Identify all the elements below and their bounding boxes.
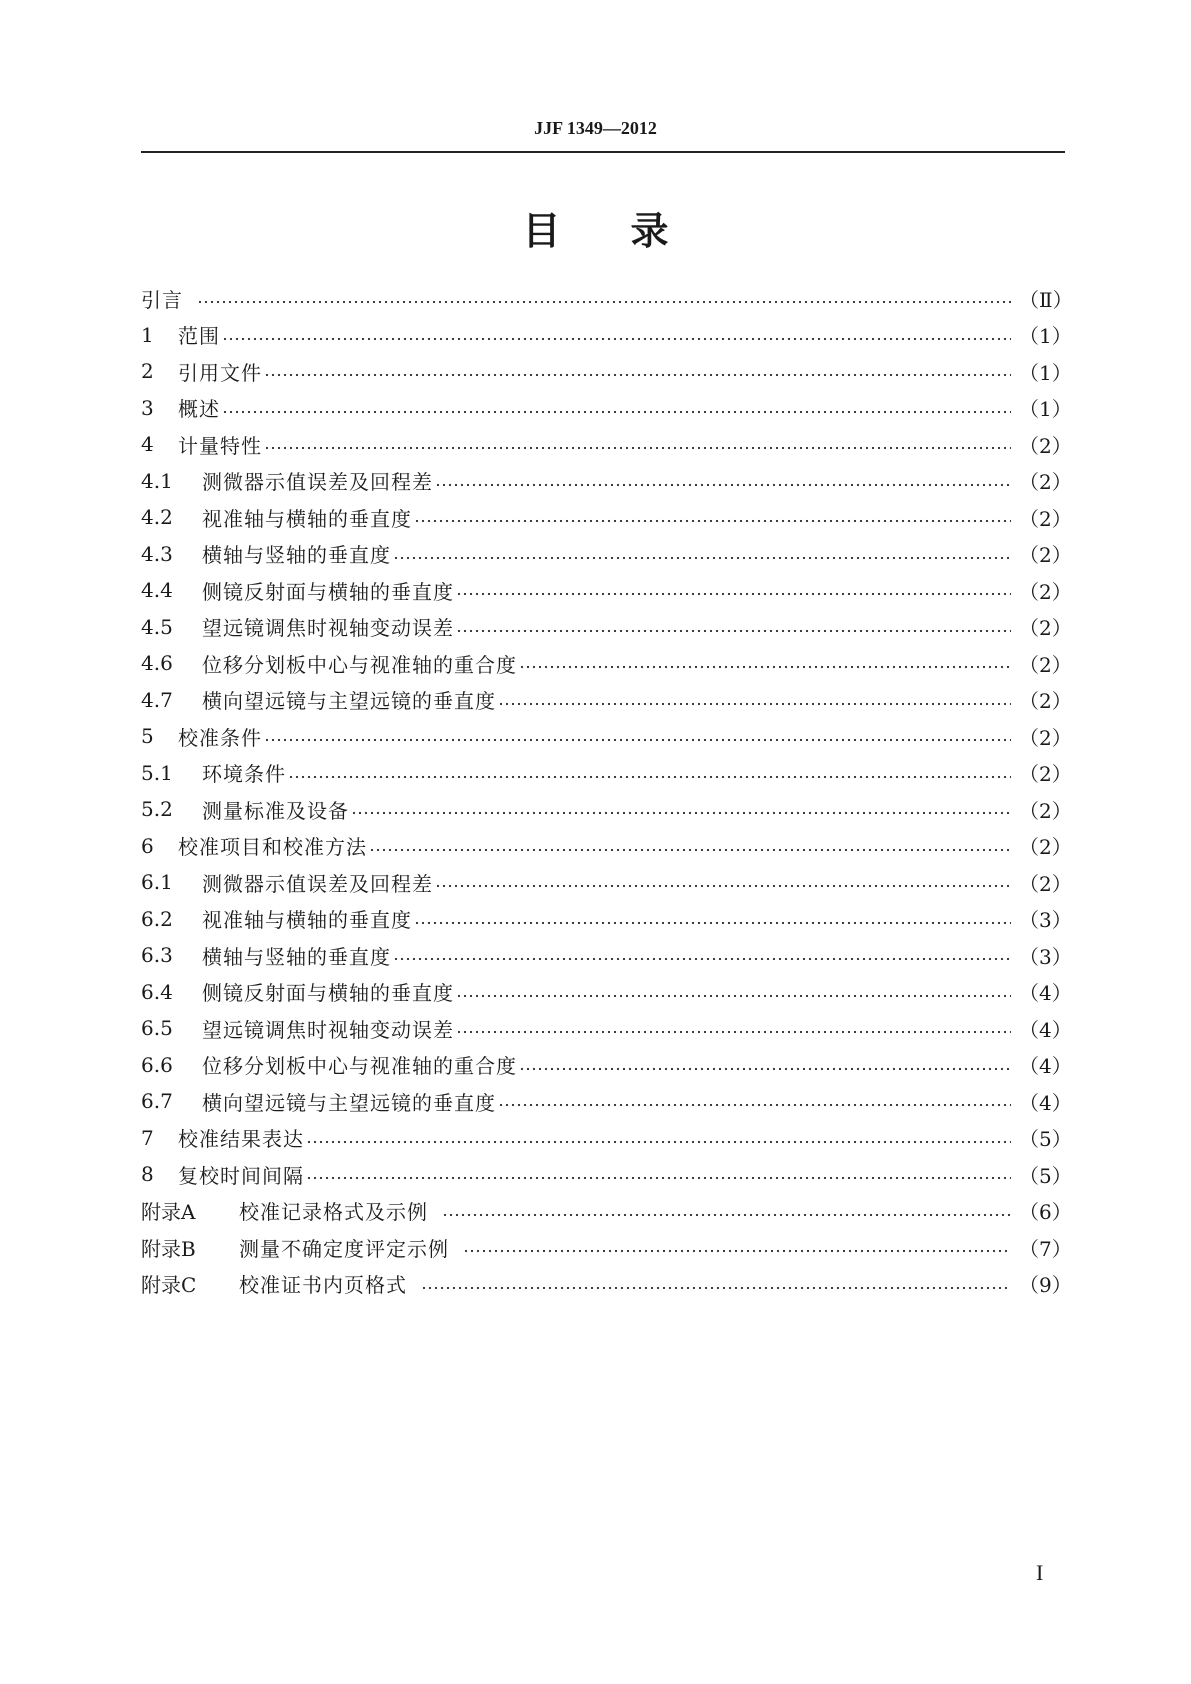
toc-entry-number: 4 bbox=[141, 432, 154, 457]
toc-entry-page: （2） bbox=[1019, 652, 1072, 677]
toc-entry[interactable] bbox=[141, 353, 1072, 390]
toc-entry-label: 测量标准及设备 bbox=[202, 798, 349, 823]
toc-entry-page: （9） bbox=[1019, 1273, 1072, 1298]
dot-leader bbox=[197, 300, 1011, 304]
toc-entry[interactable] bbox=[141, 1156, 1072, 1193]
toc-entry-number: 附录B bbox=[141, 1236, 196, 1261]
toc-entry[interactable] bbox=[141, 937, 1072, 974]
toc-entry-label: 环境条件 bbox=[202, 762, 286, 787]
toc-entry-label: 位移分划板中心与视准轴的重合度 bbox=[202, 1054, 517, 1079]
dot-leader bbox=[442, 1213, 1011, 1217]
dot-leader bbox=[222, 337, 1011, 341]
dot-leader bbox=[393, 556, 1011, 560]
toc-entry-page: （2） bbox=[1019, 835, 1072, 860]
toc-entry[interactable] bbox=[141, 1083, 1072, 1120]
toc-entry-label: 测量不确定度评定示例 bbox=[239, 1236, 449, 1261]
toc-entry-page: （5） bbox=[1019, 1163, 1072, 1188]
page-title: 目录 bbox=[522, 209, 739, 253]
toc-entry[interactable] bbox=[141, 280, 1073, 317]
toc-entry-page: （4） bbox=[1019, 1054, 1072, 1079]
dot-leader bbox=[414, 519, 1011, 523]
toc-entry-number: 4.6 bbox=[141, 651, 173, 676]
toc-entry-number: 6.4 bbox=[141, 979, 173, 1004]
toc-entry-number: 4.1 bbox=[141, 468, 173, 493]
dot-leader bbox=[414, 921, 1011, 925]
toc-entry-number: 附录C bbox=[141, 1273, 197, 1298]
toc-entry-page: （3） bbox=[1019, 944, 1072, 969]
toc-entry-page: （6） bbox=[1019, 1200, 1072, 1225]
toc-entry-label: 校准项目和校准方法 bbox=[178, 835, 367, 860]
toc-entry-number: 6.3 bbox=[141, 943, 173, 968]
toc-entry-label: 测微器示值误差及回程差 bbox=[202, 470, 433, 495]
toc-entry-label: 侧镜反射面与横轴的垂直度 bbox=[202, 579, 454, 604]
toc-entry-number: 4.7 bbox=[141, 687, 173, 712]
dot-leader bbox=[264, 446, 1011, 450]
dot-leader bbox=[306, 1176, 1011, 1180]
toc-entry-page: （2） bbox=[1019, 762, 1072, 787]
toc-entry-label: 测微器示值误差及回程差 bbox=[202, 871, 433, 896]
toc-entry-label: 横向望远镜与主望远镜的垂直度 bbox=[202, 689, 496, 714]
toc-entry[interactable] bbox=[141, 499, 1072, 536]
table-of-contents bbox=[141, 280, 1073, 1302]
dot-leader bbox=[264, 373, 1011, 377]
toc-entry[interactable] bbox=[141, 1047, 1072, 1084]
toc-entry-label: 概述 bbox=[178, 397, 220, 422]
toc-entry-label: 横向望远镜与主望远镜的垂直度 bbox=[202, 1090, 496, 1115]
toc-entry-page: （2） bbox=[1019, 470, 1072, 495]
toc-entry-page: （2） bbox=[1019, 871, 1072, 896]
dot-leader bbox=[264, 738, 1011, 742]
toc-entry[interactable] bbox=[141, 1120, 1072, 1157]
toc-entry[interactable] bbox=[141, 1193, 1072, 1230]
toc-entry-label: 视准轴与横轴的垂直度 bbox=[202, 506, 412, 531]
toc-entry[interactable] bbox=[141, 791, 1072, 828]
toc-entry-page: （2） bbox=[1019, 579, 1072, 604]
toc-entry[interactable] bbox=[141, 572, 1072, 609]
toc-entry-label: 位移分划板中心与视准轴的重合度 bbox=[202, 652, 517, 677]
dot-leader bbox=[456, 592, 1011, 596]
toc-entry-number: 5 bbox=[141, 724, 154, 749]
toc-entry-page: （2） bbox=[1019, 433, 1072, 458]
toc-entry-label: 校准记录格式及示例 bbox=[239, 1200, 428, 1225]
toc-entry-label: 校准结果表达 bbox=[178, 1127, 304, 1152]
toc-entry-number: 6.6 bbox=[141, 1052, 173, 1077]
toc-entry[interactable] bbox=[141, 536, 1072, 573]
toc-entry[interactable] bbox=[141, 1266, 1072, 1303]
header-rule bbox=[141, 151, 1065, 153]
dot-leader bbox=[369, 848, 1011, 852]
toc-entry-label: 校准条件 bbox=[178, 725, 262, 750]
toc-entry-number: 6.5 bbox=[141, 1016, 173, 1041]
toc-entry-number: 4.5 bbox=[141, 614, 173, 639]
toc-entry[interactable] bbox=[141, 1010, 1072, 1047]
toc-entry[interactable] bbox=[141, 901, 1072, 938]
toc-entry-page: （Ⅱ） bbox=[1019, 287, 1073, 312]
toc-entry-number: 4.4 bbox=[141, 578, 173, 603]
toc-entry-number: 2 bbox=[141, 359, 154, 384]
dot-leader bbox=[463, 1249, 1011, 1253]
toc-entry-number: 7 bbox=[141, 1125, 154, 1150]
dot-leader bbox=[498, 1103, 1011, 1107]
toc-entry-label: 范围 bbox=[178, 324, 220, 349]
toc-entry-label: 计量特性 bbox=[178, 433, 262, 458]
toc-entry[interactable] bbox=[141, 609, 1072, 646]
toc-entry-label: 横轴与竖轴的垂直度 bbox=[202, 543, 391, 568]
toc-entry[interactable] bbox=[141, 755, 1072, 792]
toc-entry-page: （2） bbox=[1019, 689, 1072, 714]
toc-entry-page: （2） bbox=[1019, 616, 1072, 641]
toc-entry-page: （1） bbox=[1019, 360, 1072, 385]
dot-leader bbox=[435, 884, 1011, 888]
dot-leader bbox=[222, 410, 1011, 414]
toc-entry-number: 附录A bbox=[141, 1200, 196, 1225]
toc-entry[interactable] bbox=[141, 864, 1072, 901]
toc-entry-number: 3 bbox=[141, 395, 154, 420]
toc-entry-number: 6 bbox=[141, 833, 154, 858]
toc-entry-page: （1） bbox=[1019, 397, 1072, 422]
dot-leader bbox=[306, 1140, 1011, 1144]
toc-entry-number: 6.2 bbox=[141, 906, 173, 931]
toc-entry-label: 望远镜调焦时视轴变动误差 bbox=[202, 616, 454, 641]
toc-entry-page: （5） bbox=[1019, 1127, 1072, 1152]
toc-entry-number: 8 bbox=[141, 1162, 154, 1187]
toc-entry-page: （4） bbox=[1019, 1017, 1072, 1042]
toc-entry[interactable] bbox=[141, 828, 1072, 865]
toc-entry-label: 侧镜反射面与横轴的垂直度 bbox=[202, 981, 454, 1006]
dot-leader bbox=[435, 483, 1011, 487]
toc-entry-page: （2） bbox=[1019, 725, 1072, 750]
dot-leader bbox=[351, 811, 1011, 815]
toc-entry-page: （1） bbox=[1019, 324, 1072, 349]
toc-entry-number: 5.1 bbox=[141, 760, 173, 785]
dot-leader bbox=[456, 1030, 1011, 1034]
toc-entry[interactable] bbox=[141, 317, 1072, 354]
dot-leader bbox=[498, 702, 1011, 706]
toc-entry-label: 引用文件 bbox=[178, 360, 262, 385]
toc-entry-label: 校准证书内页格式 bbox=[239, 1273, 407, 1298]
toc-entry-number: 1 bbox=[141, 322, 154, 347]
document-code-header: JJF 1349—2012 bbox=[534, 118, 657, 138]
dot-leader bbox=[421, 1286, 1011, 1290]
dot-leader bbox=[456, 994, 1011, 998]
toc-entry-number: 4.3 bbox=[141, 541, 173, 566]
dot-leader bbox=[519, 1067, 1011, 1071]
toc-entry-page: （4） bbox=[1019, 1090, 1072, 1115]
toc-entry[interactable] bbox=[141, 682, 1072, 719]
toc-entry[interactable] bbox=[141, 390, 1072, 427]
toc-entry-label: 复校时间间隔 bbox=[178, 1163, 304, 1188]
toc-entry-label: 视准轴与横轴的垂直度 bbox=[202, 908, 412, 933]
toc-entry[interactable] bbox=[141, 463, 1072, 500]
toc-entry-page: （7） bbox=[1019, 1236, 1072, 1261]
toc-entry-label: 横轴与竖轴的垂直度 bbox=[202, 944, 391, 969]
toc-entry-number: 5.2 bbox=[141, 797, 173, 822]
dot-leader bbox=[519, 665, 1011, 669]
toc-entry-number: 6.7 bbox=[141, 1089, 173, 1114]
dot-leader bbox=[288, 775, 1011, 779]
toc-entry[interactable] bbox=[141, 645, 1072, 682]
toc-entry-number: 4.2 bbox=[141, 505, 173, 530]
toc-entry-page: （2） bbox=[1019, 543, 1072, 568]
toc-entry-label: 望远镜调焦时视轴变动误差 bbox=[202, 1017, 454, 1042]
toc-entry[interactable] bbox=[141, 1229, 1072, 1266]
toc-entry-page: （3） bbox=[1019, 908, 1072, 933]
toc-entry[interactable] bbox=[141, 426, 1072, 463]
toc-entry[interactable] bbox=[141, 974, 1072, 1011]
toc-entry-number: 6.1 bbox=[141, 870, 173, 895]
toc-entry[interactable] bbox=[141, 718, 1072, 755]
toc-entry-page: （2） bbox=[1019, 798, 1072, 823]
page-number: I bbox=[1036, 1560, 1044, 1585]
toc-entry-label: 引言 bbox=[141, 287, 183, 312]
toc-entry-page: （4） bbox=[1019, 981, 1072, 1006]
dot-leader bbox=[393, 957, 1011, 961]
toc-entry-page: （2） bbox=[1019, 506, 1072, 531]
dot-leader bbox=[456, 629, 1011, 633]
